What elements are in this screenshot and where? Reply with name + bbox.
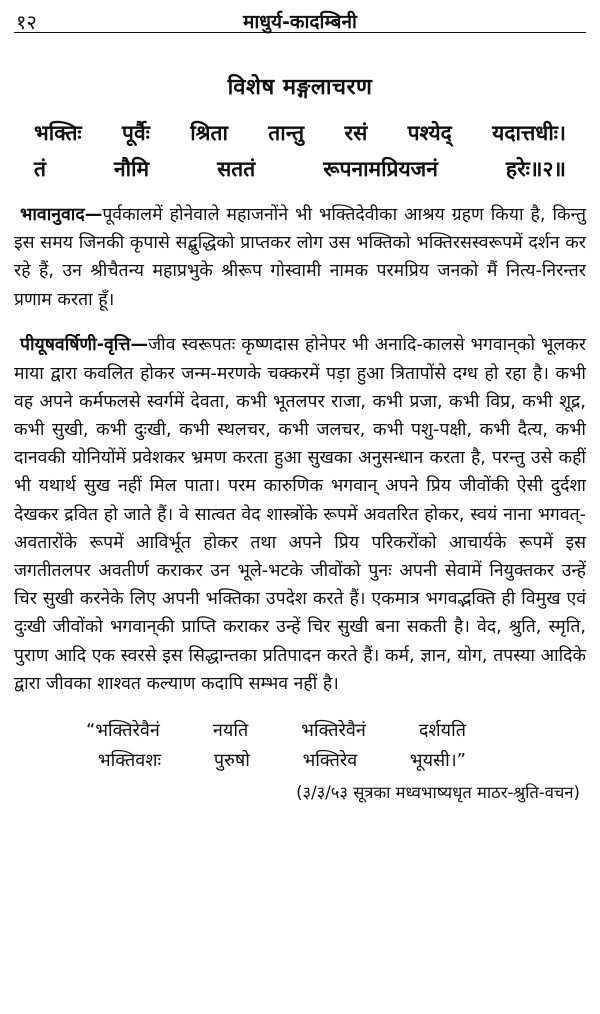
verse-line-1 (14, 115, 586, 151)
verse-word: नौमि (113, 157, 150, 181)
verse-word: भक्तिः (34, 121, 82, 145)
verse-word: तान्तु (268, 121, 305, 145)
piyushvarshini-text: जीव स्वरूपतः कृष्णदास होनेपर भी अनादि-कालसे भगवान्‌को भूलकर माया द्वारा कवलित होकर जन्म-मरणके चक्करमें पड़ा हुआ त्रितापोंसे दग्ध हो रहा है। कभी वह अपने कर्मफलसे स्वर्गमें देवता, कभी भूतलपर राजा, कभी प्रजा, कभी विप्र, कभी शूद्र, कभी सुखी, कभी दुःखी, कभी स्थलचर, कभी जलचर, कभी पशु-पक्षी, कभी दैत्य, कभी दानवकी योनियोंमें प्रवेशकर भ्रमण करता हुआ सुखका अनुसन्धान करता है, परन्तु उसे कहीं भी यथार्थ सुख नहीं मिल पाता। परम कारुणिक भगवान् अपने प्रिय जीवोंकी ऐसी दुर्दशा देखकर द्रवित हो जाते हैं। वे सात्वत वेद शास्त्रोंके रूपमें अवतरित होकर, स्वयं नाना भगवत्-अवतारोंके रूपमें आविर्भूत होकर तथा अपने प्रिय परिकरोंको आचार्यके रूपमें इस जगतीतलपर अवतीर्ण कराकर उन भूले-भटके जीवोंको पुनः अपनी सेवामें नियुक्तकर उन्हें चिर सुखी करनेके लिए अपनी भक्तिका उपदेश करते हैं। एकमात्र भगवद्भक्ति ही विमुख एवं दुःखी जीवोंको भगवान्‌की प्राप्ति कराकर उन्हें चिर सुखी बना सकती है। वेद, श्रुति, स्मृति, पुराण आदि एक स्वरसे इस सिद्धान्तका प्रतिपादन करते हैं। कर्म, ज्ञान, योग, तपस्या आदिके द्वारा जीवका शाश्वत कल्याण कदापि सम्भव नहीं है। (14, 335, 586, 694)
quote-line-2 (86, 746, 466, 776)
quote-word: “भक्तिरेवैनं (86, 719, 160, 741)
bhavanuvad-text: पूर्वकालमें होनेवाले महाजनोंने भी भक्तिदेवीका आश्रय ग्रहण किया है, किन्तु इस समय जिनकी कृपासे सद्बुद्धिको प्राप्तकर लोग उस भक्तिको भक्तिरसस्वरूपमें दर्शन कर रहे हैं, उन श्रीचैतन्य महाप्रभुके श्रीरूप गोस्वामी नामक परमप्रिय जनको मैं नित्य-निरन्तर प्रणाम करता हूँ। (14, 205, 586, 310)
piyushvarshini-paragraph (14, 331, 586, 698)
running-head (14, 6, 586, 33)
running-title: माधुर्य-कादम्बिनी (243, 11, 357, 33)
quote-word: भक्तिरेव (302, 749, 358, 771)
quote-word: नयति (212, 719, 249, 741)
verse-word: सततं (217, 157, 256, 181)
quote-word: भक्तिवशः (98, 749, 162, 771)
bhavanuvad-lead: भावानुवाद— (20, 205, 103, 225)
quote-word: दर्शयति (418, 719, 466, 741)
verse-word: हरेः॥२॥ (505, 157, 566, 181)
quote-citation: (३/३/५३ सूत्रका मध्वभाष्यधृत माठर-श्रुति-वचन) (296, 782, 580, 802)
quote-line-1 (86, 716, 466, 746)
shruti-quote (14, 716, 586, 776)
quote-word: भक्तिरेवैनं (301, 719, 366, 741)
quote-word: पुरुषो (213, 749, 250, 771)
verse-word: श्रिता (190, 121, 228, 145)
verse-word: रसं (344, 121, 368, 145)
verse-word: पूर्वैः (122, 121, 150, 145)
verse-word: रूपनामप्रियजनं (323, 157, 438, 181)
quote-word: भूयसी।” (409, 749, 466, 771)
verse-word: यदात्तधीः। (492, 121, 566, 145)
verse-word: पश्येद् (407, 121, 452, 145)
bhavanuvad-paragraph (14, 201, 586, 314)
verse-line-2 (14, 151, 586, 187)
section-heading: विशेष मङ्गलाचरण (227, 75, 373, 100)
page-number: १२ (16, 10, 37, 34)
verse-block (14, 115, 586, 187)
piyushvarshini-lead: पीयूषवर्षिणी-वृत्ति— (20, 335, 149, 356)
verse-word: तं (34, 157, 46, 181)
